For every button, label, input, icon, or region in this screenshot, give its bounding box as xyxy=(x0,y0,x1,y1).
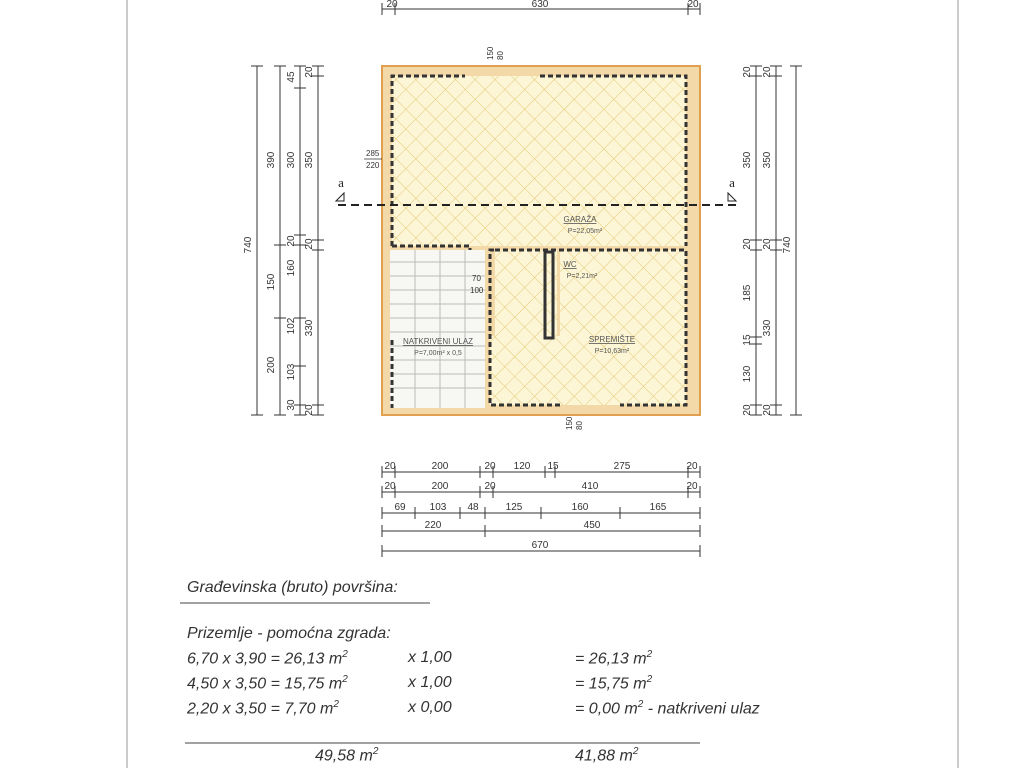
section-label-right: a xyxy=(729,175,735,190)
dim-top-1: 20 xyxy=(386,0,398,10)
dim-b1-4: 120 xyxy=(513,461,531,472)
section-arrow-left xyxy=(336,193,344,201)
dim-right-m4: 330 xyxy=(762,319,773,337)
dim-right-740: 740 xyxy=(782,236,793,254)
window-inner-b: 100 xyxy=(470,286,484,295)
room-wc-name: WC xyxy=(563,260,577,269)
garage-area xyxy=(392,76,686,246)
dim-b2-4: 410 xyxy=(581,481,599,492)
calc-row-2-coef: x 1,00 xyxy=(408,674,452,691)
calc-row-3-result-sup: 2 xyxy=(637,699,644,710)
dim-left-160: 160 xyxy=(286,259,297,277)
dim-right-i4: 185 xyxy=(742,284,753,302)
dim-left-20a: 20 xyxy=(286,235,297,247)
dim-b5-1: 670 xyxy=(531,540,549,551)
dim-right-i1: 20 xyxy=(742,66,753,78)
calc-row-2-result-sup: 2 xyxy=(646,674,653,685)
dim-left-103: 103 xyxy=(286,363,297,381)
dim-b1-3: 20 xyxy=(484,461,496,472)
dim-b1-6: 275 xyxy=(613,461,631,472)
calc-row-2-expr-text: 4,50 x 3,50 = 15,75 m xyxy=(187,675,343,693)
section-arrow-right xyxy=(728,193,736,201)
room-garage-area: P=22,05m² xyxy=(567,228,603,235)
calc-row-2-result xyxy=(575,674,652,693)
section-label-left: a xyxy=(338,175,344,190)
dim-right-i7: 20 xyxy=(742,404,753,416)
dim-top-2: 630 xyxy=(531,0,549,10)
calc-row-1-coef: x 1,00 xyxy=(408,649,452,666)
dim-b2-5: 20 xyxy=(686,481,698,492)
dim-right-m3: 20 xyxy=(762,238,773,250)
calc-row-1-expr-text: 6,70 x 3,90 = 26,13 m xyxy=(187,650,343,668)
dim-b2-2: 200 xyxy=(431,481,449,492)
room-entrance-area: P=7,00m² x 0,5 xyxy=(414,350,462,357)
calc-row-3-expr-text: 2,20 x 3,50 = 7,70 m xyxy=(187,700,334,718)
calc-total-gross-sup: 2 xyxy=(372,746,379,757)
wc-area xyxy=(495,250,557,336)
dim-left-102: 102 xyxy=(286,317,297,335)
calc-row-2-result-text: = 15,75 m xyxy=(575,675,647,693)
calc-row-3-note: - natkriveni ulaz xyxy=(647,700,760,718)
door-top-w: 150 xyxy=(486,46,495,60)
door-bottom-h: 80 xyxy=(575,421,584,430)
dim-b4-2: 450 xyxy=(583,520,601,531)
dim-b1-5: 15 xyxy=(547,461,559,472)
dim-b2-3: 20 xyxy=(484,481,496,492)
calc-total-gross xyxy=(315,746,378,765)
calc-row-2-expr-sup: 2 xyxy=(342,674,348,685)
dim-right-m5: 20 xyxy=(762,404,773,416)
dim-b3-5: 160 xyxy=(571,502,589,513)
calc-row-2-expr xyxy=(187,674,348,693)
dim-left-w5: 20 xyxy=(304,404,315,416)
dim-left-w2: 350 xyxy=(304,151,315,169)
calc-row-3-expr-sup: 2 xyxy=(333,699,339,710)
calc-header: Građevinska (bruto) površina: xyxy=(187,579,398,596)
window-left-a: 285 xyxy=(366,149,380,158)
calc-row-1-expr-sup: 2 xyxy=(342,649,348,660)
calc-row-3-result xyxy=(575,699,760,718)
dim-b3-4: 125 xyxy=(505,502,523,513)
dim-left-200: 200 xyxy=(266,356,277,374)
dim-b3-6: 165 xyxy=(649,502,667,513)
dim-b1-7: 20 xyxy=(686,461,698,472)
calc-row-3-coef: x 0,00 xyxy=(408,699,452,716)
dim-left-w4: 330 xyxy=(304,319,315,337)
calc-total-net-sup: 2 xyxy=(632,746,639,757)
dim-b3-1: 69 xyxy=(394,502,406,513)
calc-row-3-expr xyxy=(187,699,339,718)
right-dimension-lines xyxy=(750,66,802,415)
calc-total-net xyxy=(575,746,638,765)
dim-b4-1: 220 xyxy=(424,520,442,531)
calc-total-gross-text: 49,58 m xyxy=(315,747,373,765)
calc-total-net-text: 41,88 m xyxy=(575,747,633,765)
dim-left-150: 150 xyxy=(266,273,277,291)
door-top-h: 80 xyxy=(496,51,505,60)
dim-right-m2: 350 xyxy=(762,151,773,169)
dim-left-740: 740 xyxy=(243,236,254,254)
entrance-area xyxy=(390,250,485,408)
calc-subheader: Prizemlje - pomoćna zgrada: xyxy=(187,625,391,642)
dim-right-i3: 20 xyxy=(742,238,753,250)
lower-area xyxy=(490,336,560,405)
dim-b3-2: 103 xyxy=(429,502,447,513)
dim-left-45: 45 xyxy=(286,71,297,83)
dim-right-i2: 350 xyxy=(742,151,753,169)
room-entrance-name: NATKRIVENI ULAZ xyxy=(402,337,474,346)
room-wc-area: P=2,21m² xyxy=(566,273,598,280)
room-storage-area: P=10,63m² xyxy=(594,348,630,355)
dim-left-30: 30 xyxy=(286,399,297,411)
dim-right-i6: 130 xyxy=(742,365,753,383)
dim-left-390: 390 xyxy=(266,151,277,169)
dim-left-w3: 20 xyxy=(304,238,315,250)
dim-b1-1: 20 xyxy=(384,461,396,472)
dim-top-3: 20 xyxy=(687,0,699,10)
calc-row-1-result-text: = 26,13 m xyxy=(575,650,647,668)
window-inner-a: 70 xyxy=(472,274,481,283)
room-garage-name: GARAŽA xyxy=(563,215,597,224)
calc-row-1-result xyxy=(575,649,652,668)
dim-left-w1: 20 xyxy=(304,66,315,78)
window-left-b: 220 xyxy=(366,161,380,170)
dim-b1-2: 200 xyxy=(431,461,449,472)
dim-b2-1: 20 xyxy=(384,481,396,492)
dim-left-300: 300 xyxy=(286,151,297,169)
calc-row-3-result-text: = 0,00 m xyxy=(575,700,638,718)
dim-b3-3: 48 xyxy=(467,502,479,513)
door-bottom-w: 150 xyxy=(565,416,574,430)
room-storage-name: SPREMIŠTE xyxy=(588,335,636,344)
calc-row-1-expr xyxy=(187,649,348,668)
dim-right-i5: 15 xyxy=(742,334,753,346)
calc-row-1-result-sup: 2 xyxy=(646,649,653,660)
dim-right-m1: 20 xyxy=(762,66,773,78)
